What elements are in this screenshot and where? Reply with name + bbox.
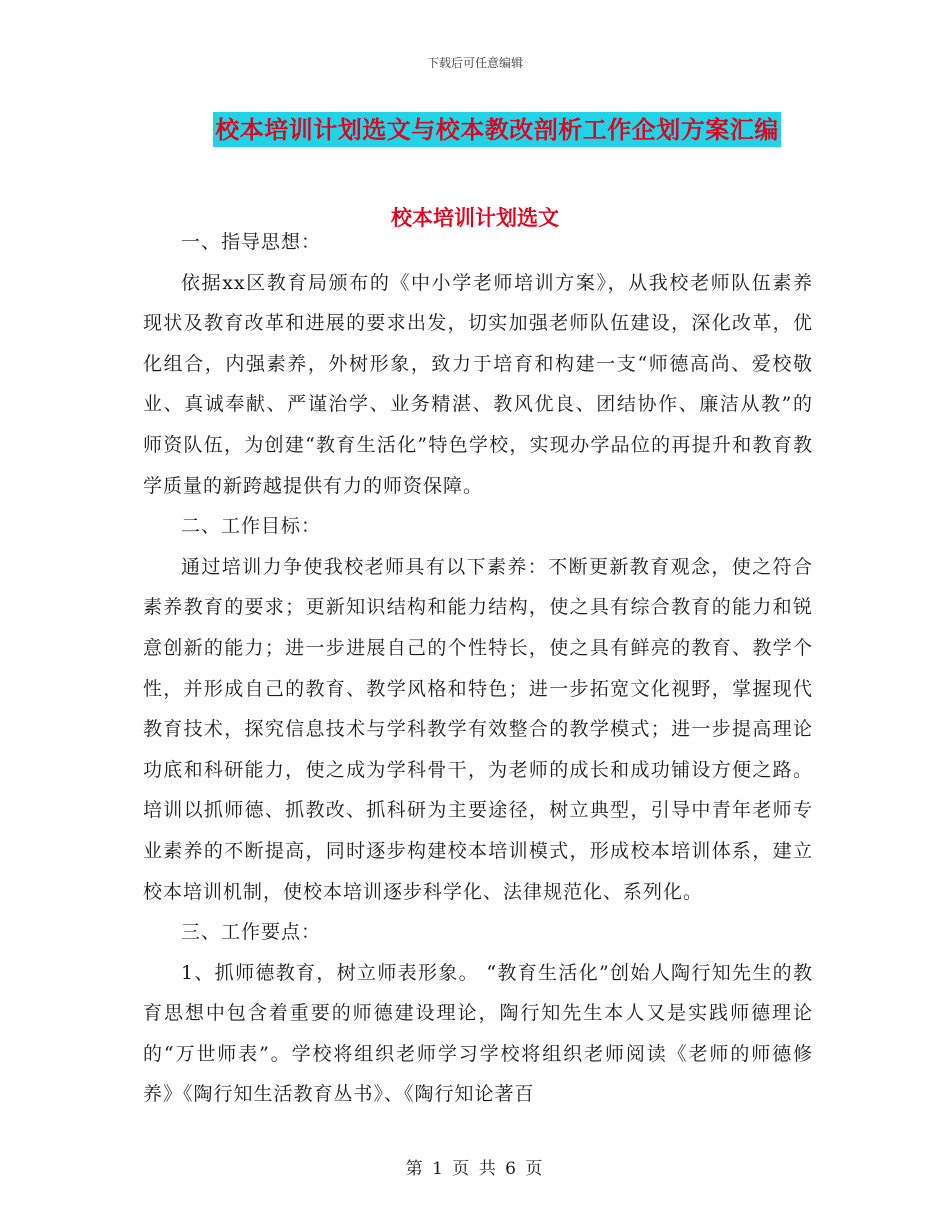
section-title: 校本培训计划选文: [391, 205, 559, 230]
paragraph-guiding-ideology: 依据xx区教育局颁布的《中小学老师培训方案》，从我校老师队伍素养现状及教育改革和进展的要求出发，切实加强老师队伍建设，深化改革，优化组合，内强素养，外树形象，致力于培育和构建一支“师德高尚、爱校敬业、真诚奉献、严谨治学、业务精湛、教风优良、团结协作、廉洁从教”的师资队伍，为创建“教育生活化”特色学校，实现办学品位的再提升和教育教学质量的新跨越提供有力的师资保障。: [143, 271, 813, 497]
heading-work-goals: 二、工作目标：: [181, 515, 322, 538]
paragraph-work-goals: 通过培训力争使我校老师具有以下素养：不断更新教育观念，使之符合素养教育的要求；更新知识结构和能力结构，使之具有综合教育的能力和锐意创新的能力；进一步进展自己的个性特长，使之具有鲜亮的教育、教学个性，并形成自己的教育、教学风格和特色；进一步拓宽文化视野，掌握现代教育技术，探究信息技术与学科教学有效整合的教学模式；进一步提高理论功底和科研能力，使之成为学科骨干，为老师的成长和成功铺设方便之路。培训以抓师德、抓教改、抓科研为主要途径，树立典型，引导中青年老师专业素养的不断提高，同时逐步构建校本培训模式，形成校本培训体系，建立校本培训机制，使校本培训逐步科学化、法律规范化、系列化。: [143, 555, 813, 903]
document-title-container: [0, 112, 950, 147]
header-note: 下载后可任意编辑: [426, 56, 523, 70]
paragraph-work-point-1: 1、抓师德教育，树立师表形象。 “教育生活化”创始人陶行知先生的教育思想中包含着重要的师德建设理论，陶行知先生本人又是实践师德理论的“万世师表”。学校将组织老师学习学校将组织老师阅读《老师的师德修养》《陶行知生活教育丛书》、《陶行知论著百: [143, 961, 813, 1106]
document-title: 校本培训计划选文与校本教改剖析工作企划方案汇编: [213, 112, 781, 147]
page-number: 第 1 页 共 6 页: [405, 1159, 545, 1179]
heading-guiding-ideology: 一、指导思想：: [181, 231, 322, 253]
heading-work-points: 三、工作要点：: [181, 921, 322, 944]
document-body: [143, 222, 813, 1115]
